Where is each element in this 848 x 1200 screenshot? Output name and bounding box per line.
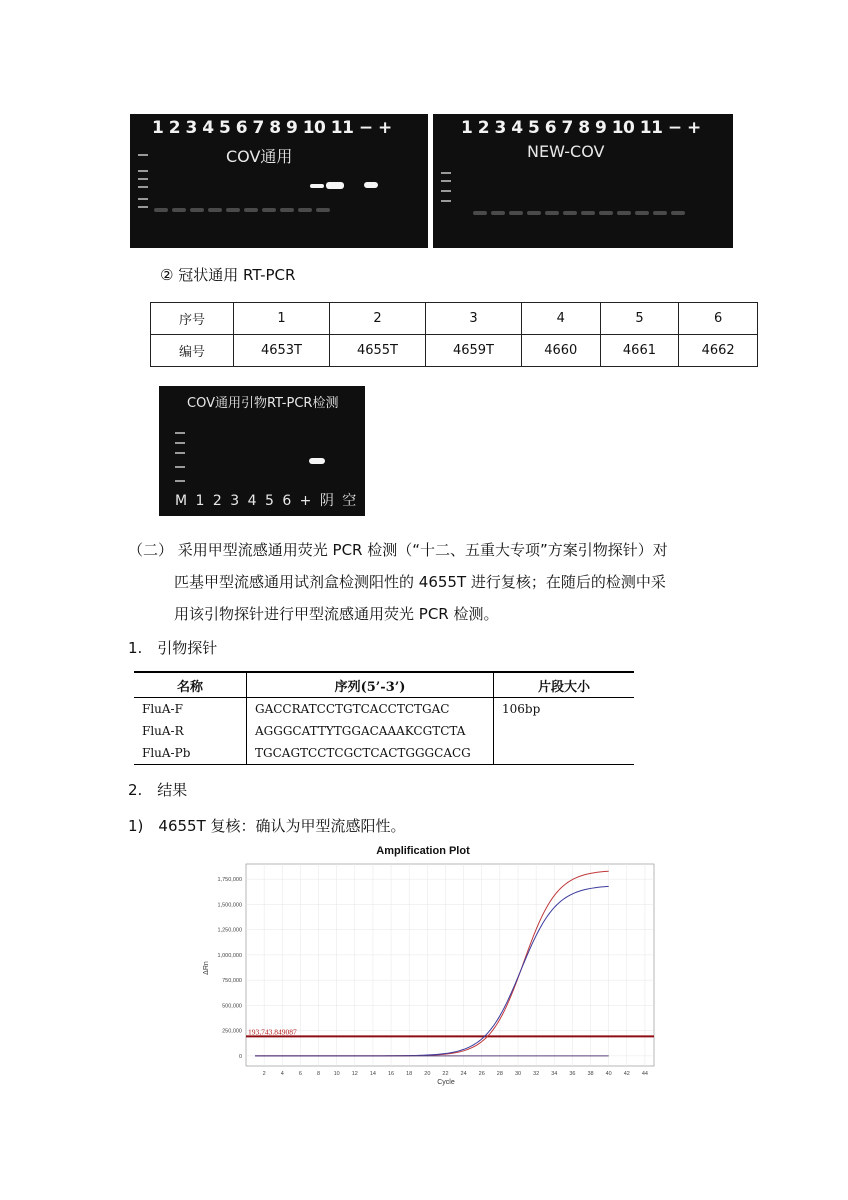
gel-image-cov [130, 114, 428, 248]
fragment-size: 106bp [502, 702, 541, 716]
item-primer-probe: 1. 引物探针 [128, 639, 218, 657]
threshold-label: 193,743.849087 [248, 1027, 297, 1037]
table-row [134, 698, 634, 721]
column-header: 序列(5’-3’) [247, 672, 494, 698]
x-tick-label: 38 [587, 1071, 594, 1077]
table-row [151, 335, 758, 367]
x-tick-label: 30 [514, 1071, 522, 1077]
item-4655t-recheck: 1) 4655T 复核：确认为甲型流感阳性。 [128, 817, 406, 835]
y-tick-label: 500,000 [222, 1003, 242, 1010]
table-cell: 4655T [329, 335, 425, 367]
gel-band [309, 458, 325, 464]
table-cell: 4653T [234, 335, 330, 367]
x-tick-label: 20 [424, 1071, 431, 1077]
gel-image-new-cov [433, 114, 733, 248]
table-cell: 4661 [600, 335, 679, 367]
primer-sequence: GACCRATCCTGTCACCTCTGAC [247, 698, 494, 721]
table-row [151, 303, 758, 335]
gel-lane-labels: M 1 2 3 4 5 6 + 阴 空 [175, 493, 359, 509]
gel-band [326, 182, 344, 189]
fragment-size [494, 720, 635, 742]
primer-table [134, 671, 634, 765]
x-tick-label: 10 [333, 1071, 340, 1077]
gel-title: NEW-COV [527, 142, 605, 161]
gel-title: COV通用 [226, 147, 293, 166]
gel-image-rt-pcr [159, 386, 365, 516]
table-row [134, 720, 634, 742]
section-heading-rt-pcr: ② 冠状通用 RT-PCR [160, 266, 296, 284]
table-cell: 1 [234, 303, 330, 335]
x-tick-label: 4 [280, 1071, 284, 1077]
table-cell: 4662 [679, 335, 758, 367]
item-results: 2. 结果 [128, 781, 188, 799]
y-tick-label: 750,000 [222, 978, 242, 985]
row-label: 序号 [151, 303, 234, 335]
x-tick-label: 28 [496, 1071, 503, 1077]
y-tick-label: 0 [238, 1053, 242, 1060]
x-tick-label: 2 [262, 1071, 266, 1077]
chart-title: Amplification Plot [376, 845, 470, 857]
amplification-plot [196, 840, 666, 1090]
x-tick-label: 8 [317, 1071, 321, 1077]
x-tick-label: 22 [442, 1071, 449, 1077]
row-label: 编号 [151, 335, 234, 367]
y-tick-label: 1,750,000 [217, 877, 242, 884]
table-cell: 3 [425, 303, 521, 335]
table-cell: 5 [600, 303, 679, 335]
gel-lane-numbers: 1 2 3 4 5 6 7 8 9 10 11 − + [152, 118, 392, 138]
primer-name: FluA-R [134, 720, 247, 742]
x-tick-label: 40 [605, 1071, 612, 1077]
x-tick-label: 42 [623, 1071, 630, 1077]
primer-sequence: AGGGCATTYTGGACAAAKCGTCTA [247, 720, 494, 742]
column-header: 名称 [134, 672, 247, 698]
table-cell: 4659T [425, 335, 521, 367]
x-tick-label: 26 [478, 1071, 485, 1077]
x-tick-label: 6 [298, 1071, 302, 1077]
table-cell: 6 [679, 303, 758, 335]
x-axis-label: Cycle [437, 1079, 455, 1086]
primer-name: FluA-F [134, 698, 247, 721]
paragraph-line-1: （二） 采用甲型流感通用荧光 PCR 检测（“十二、五重大专项”方案引物探针）对 [128, 541, 668, 559]
y-axis-label: ΔRn [203, 961, 210, 975]
primer-name: FluA-Pb [134, 742, 247, 765]
x-tick-label: 14 [369, 1071, 376, 1077]
table-cell: 4660 [521, 335, 600, 367]
x-tick-label: 34 [551, 1071, 558, 1077]
paragraph-line-2: 匹基甲型流感通用试剂盒检测阳性的 4655T 进行复核；在随后的检测中采 [174, 573, 666, 591]
paragraph-line-3: 用该引物探针进行甲型流感通用荧光 PCR 检测。 [174, 605, 499, 623]
gel-band [364, 182, 378, 188]
y-tick-label: 250,000 [222, 1028, 242, 1035]
column-header: 片段大小 [494, 672, 635, 698]
x-tick-label: 32 [533, 1071, 540, 1077]
y-tick-label: 1,500,000 [217, 902, 242, 909]
gel-lane-numbers: 1 2 3 4 5 6 7 8 9 10 11 − + [461, 118, 701, 138]
gel-band [310, 184, 324, 188]
table-cell: 2 [329, 303, 425, 335]
x-tick-label: 44 [641, 1071, 648, 1077]
x-tick-label: 36 [569, 1071, 576, 1077]
table-cell: 4 [521, 303, 600, 335]
primer-sequence: TGCAGTCCTCGCTCACTGGGCACG [247, 742, 494, 765]
table-header-row [134, 672, 634, 698]
x-tick-label: 12 [351, 1071, 358, 1077]
gel-title: COV通用引物RT-PCR检测 [187, 396, 339, 411]
x-tick-label: 16 [388, 1071, 395, 1077]
fragment-size [494, 742, 635, 765]
sample-table [150, 302, 758, 367]
x-tick-label: 24 [460, 1071, 467, 1077]
y-tick-label: 1,250,000 [217, 927, 242, 934]
y-tick-label: 1,000,000 [217, 952, 242, 959]
x-tick-label: 18 [406, 1071, 413, 1077]
table-row [134, 742, 634, 765]
